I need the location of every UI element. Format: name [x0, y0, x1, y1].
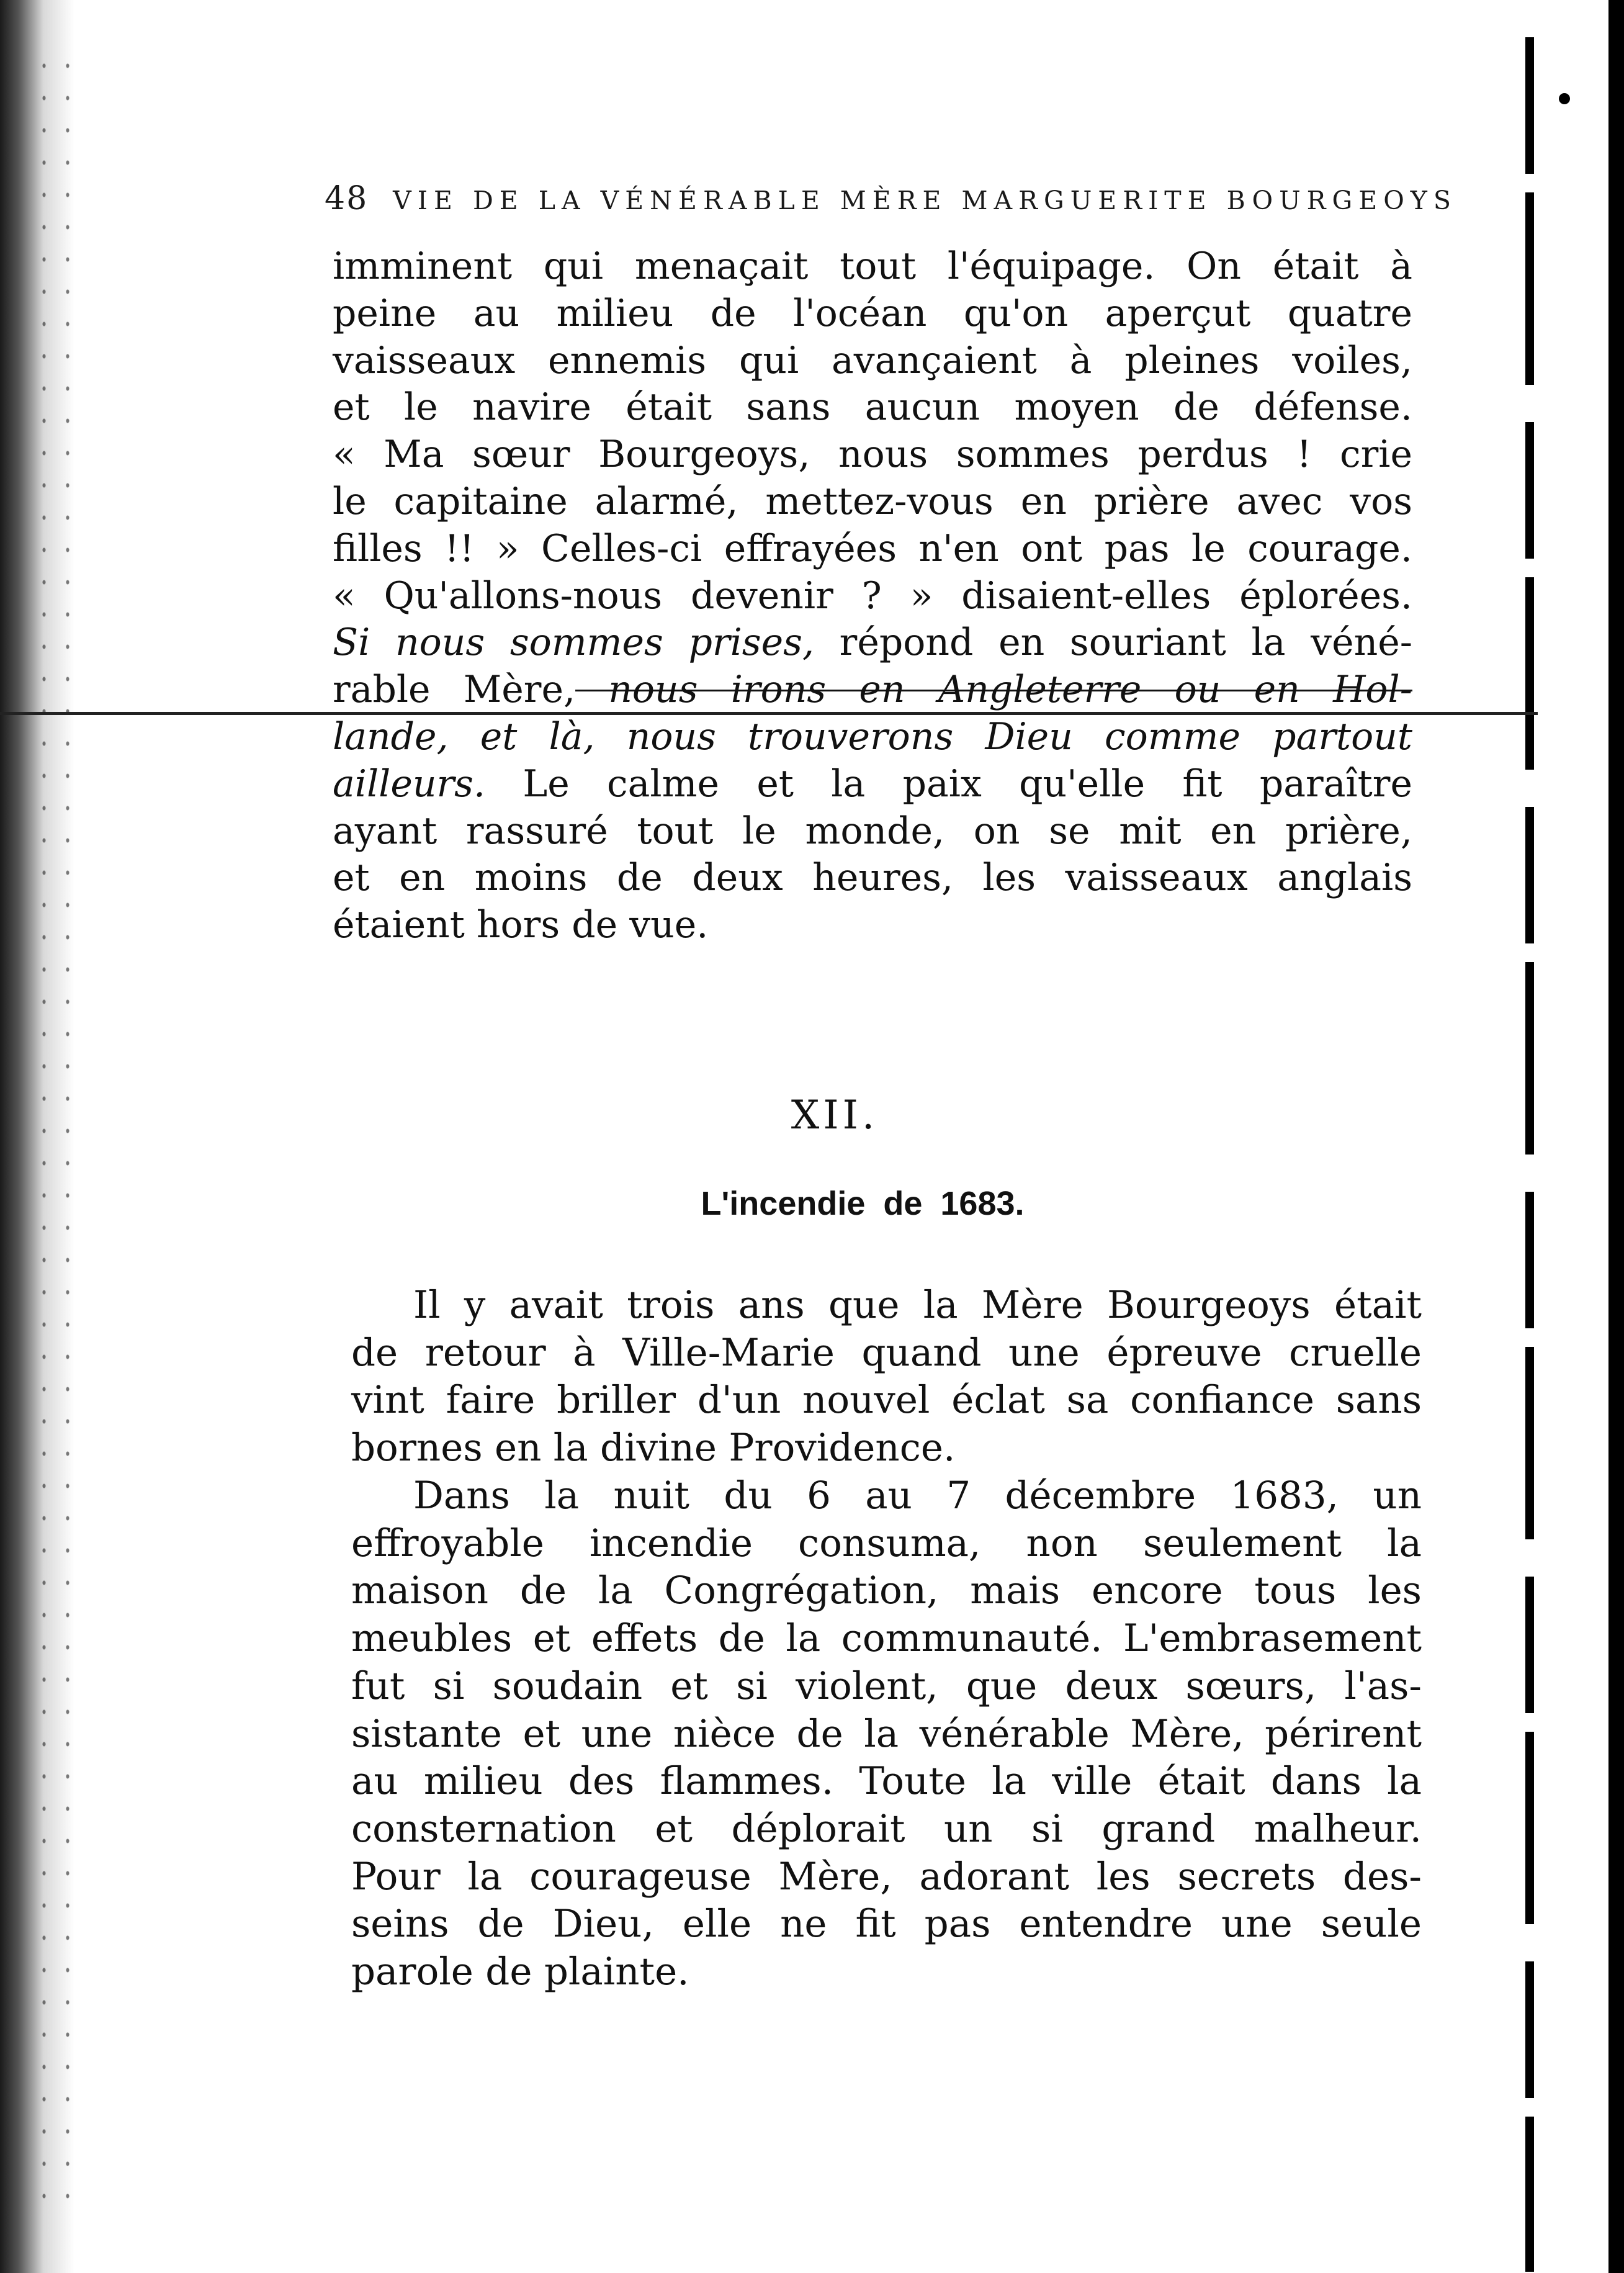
chapter-number: XII.	[791, 1092, 879, 1138]
text-line: sistante et une nièce de la vénérable Mère, périrent	[351, 1711, 1422, 1756]
page-number: 48	[325, 180, 369, 217]
text-line: filles !! » Celles-ci effrayées n'en ont pas le courage.	[333, 526, 1412, 570]
text-line	[333, 619, 1412, 667]
text-line: et en moins de deux heures, les vaisseaux anglais	[333, 856, 1412, 900]
text-line: « Ma sœur Bourgeoys, nous sommes perdus ! crie	[333, 433, 1412, 477]
text-line: bornes en la divine Providence.	[351, 1426, 956, 1470]
scan-right-page-edge-line	[1525, 37, 1534, 2272]
paragraph-2	[351, 1282, 1422, 1472]
text-line: fut si soudain et si violent, que deux sœurs, l'as-	[351, 1663, 1422, 1708]
text-line: étaient hors de vue.	[333, 903, 709, 947]
text-line	[333, 667, 1412, 714]
text-line: « Qu'allons-nous devenir ? » disaient-elles éplorées.	[333, 574, 1412, 618]
text-span: rable Mère,	[333, 668, 576, 712]
text-line: seins de Dieu, elle ne fit pas entendre une seule	[351, 1902, 1422, 1947]
text-line: peine au milieu de l'océan qu'on aperçut quatre	[333, 291, 1412, 335]
text-line: vint faire briller d'un nouvel éclat sa confiance sans	[351, 1378, 1422, 1423]
paragraph-3	[351, 1472, 1422, 1996]
text-line: meubles et effets de la communauté. L'embrasement	[351, 1616, 1422, 1661]
italic-quote: lande, et là, nous trouverons Dieu comme partout	[333, 714, 1412, 758]
paragraph-1	[333, 243, 1412, 949]
text-line: Pour la courageuse Mère, adorant les secrets des-	[351, 1854, 1422, 1899]
text-line: imminent qui menaçait tout l'équipage. On était à	[333, 245, 1412, 288]
scan-right-black-border	[1608, 0, 1624, 2273]
text-span: répond en souriant la véné-	[814, 621, 1413, 665]
text-line	[333, 761, 1412, 808]
text-line: et le navire était sans aucun moyen de défense.	[333, 385, 1412, 430]
text-line: maison de la Congrégation, mais encore tous les	[351, 1569, 1422, 1613]
running-head	[325, 180, 1457, 230]
text-span: Le calme et la paix qu'elle fit paraître	[485, 762, 1412, 806]
text-line: de retour à Ville-Marie quand une épreuve cruelle	[351, 1330, 1422, 1375]
scan-ink-dot	[1559, 93, 1570, 104]
italic-quote: ailleurs.	[333, 762, 486, 806]
text-line: le capitaine alarmé, mettez-vous en prière avec vos	[333, 479, 1412, 523]
text-line: parole de plainte.	[351, 1950, 689, 1994]
italic-quote: nous irons en Angleterre ou en Hol-	[575, 668, 1412, 712]
text-line	[333, 714, 1412, 761]
chapter-title: L'incendie de 1683.	[701, 1185, 1025, 1222]
italic-quote: Si nous sommes prises,	[333, 621, 814, 665]
text-line: effroyable incendie consuma, non seulement la	[351, 1521, 1422, 1565]
text-line: au milieu des flammes. Toute la ville était dans la	[351, 1759, 1422, 1804]
running-head-title: VIE DE LA VÉNÉRABLE MÈRE MARGUERITE BOURGEOYS	[393, 186, 1457, 215]
text-line: vaisseaux ennemis qui avançaient à pleines voiles,	[333, 338, 1412, 382]
text-line: Dans la nuit du 6 au 7 décembre 1683, un	[413, 1474, 1422, 1518]
text-line: ayant rassuré tout le monde, on se mit en prière,	[333, 809, 1412, 853]
scan-left-binding-specks	[32, 50, 82, 2222]
text-line: consternation et déplorait un si grand malheur.	[351, 1806, 1422, 1851]
text-line: Il y avait trois ans que la Mère Bourgeoys était	[413, 1283, 1422, 1327]
